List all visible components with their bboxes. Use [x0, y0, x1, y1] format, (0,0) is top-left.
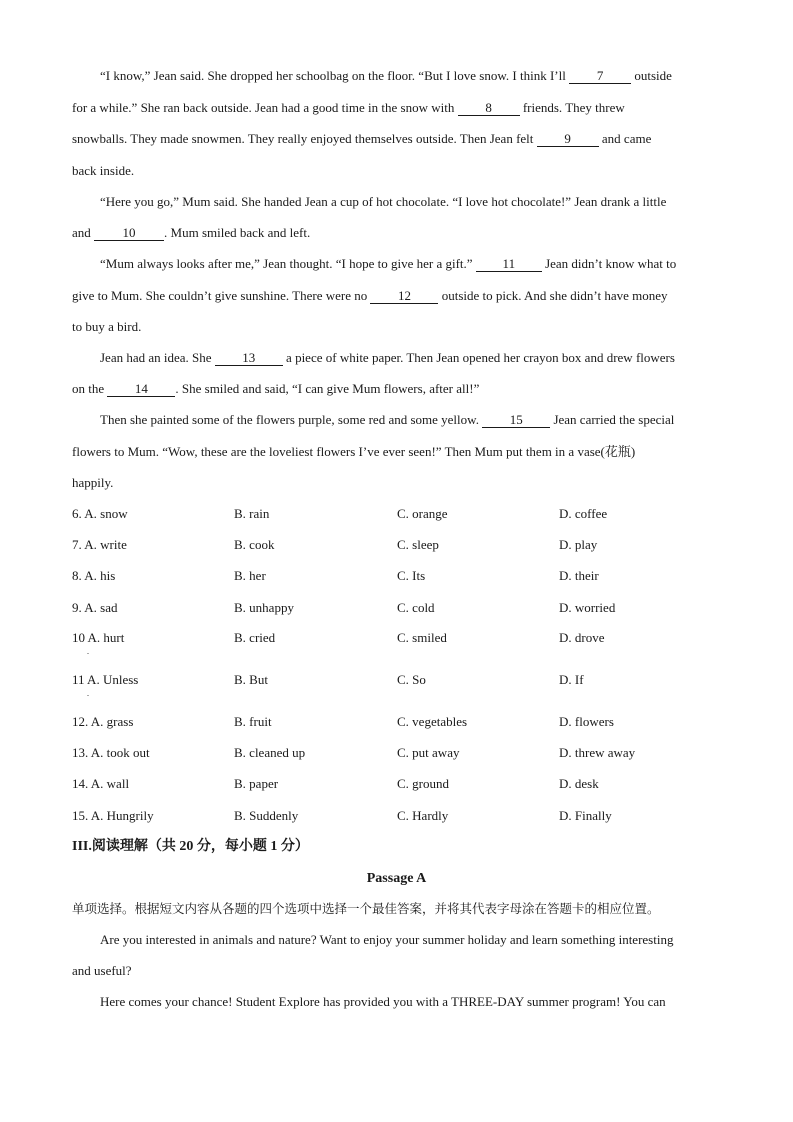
option-c: C. smiled: [397, 630, 447, 645]
paragraph-5-line-1: [100, 412, 674, 428]
paragraph-3-line-1: [100, 256, 676, 272]
section-heading: III.阅读理解（共 20 分，每小题 1 分）: [72, 839, 309, 854]
option-d: D. threw away: [559, 745, 636, 760]
text: and: [72, 225, 91, 240]
option-b: B. cook: [234, 537, 275, 552]
dot-mark: .: [87, 647, 89, 656]
instruction-text: 单项选择。根据短文内容从各题的四个选项中选择一个最佳答案，并将其代表字母涂在答题卡的相应位置。: [72, 901, 660, 916]
passage-a-line-3: Here comes your chance! Student Explore has provided you with a THREE-DAY summer program! You can: [100, 994, 666, 1009]
blank-14: 14: [107, 382, 175, 397]
paragraph-4-line-1: [100, 350, 675, 366]
text: snowballs. They made snowmen. They really enjoyed themselves outside. Then Jean felt: [72, 131, 534, 146]
blank-12: 12: [370, 289, 438, 304]
paragraph-5-line-2: flowers to Mum. “Wow, these are the loveliest flowers I’ve ever seen!” Then Mum put them in a vase(花瓶): [72, 444, 636, 459]
option-d: D. desk: [559, 776, 599, 791]
option-c: C. Hardly: [397, 808, 449, 823]
option-d: D. Finally: [559, 808, 612, 823]
option-a: 13. A. took out: [72, 745, 150, 760]
option-a: 6. A. snow: [72, 506, 128, 521]
option-b: B. Suddenly: [234, 808, 299, 823]
option-c: C. cold: [397, 600, 435, 615]
text: Jean didn’t know what to: [545, 256, 677, 271]
paragraph-1-line-2: [72, 100, 625, 116]
text: Jean had an idea. She: [100, 350, 212, 365]
option-d: D. play: [559, 537, 598, 552]
text: outside: [634, 68, 672, 83]
option-a: 9. A. sad: [72, 600, 118, 615]
option-b: B. unhappy: [234, 600, 294, 615]
option-d: D. their: [559, 568, 599, 583]
blank-13: 13: [215, 351, 283, 366]
paragraph-4-line-2: [72, 381, 479, 397]
text: Then she painted some of the flowers purple, some red and some yellow.: [100, 412, 479, 427]
text: . She smiled and said, “I can give Mum flowers, after all!”: [175, 381, 480, 396]
text: and came: [601, 131, 652, 146]
blank-8: 8: [458, 101, 520, 116]
option-a: 11 A. Unless: [72, 672, 139, 687]
option-c: C. put away: [397, 745, 460, 760]
option-c: C. sleep: [397, 537, 439, 552]
paragraph-1-line-1: [100, 68, 672, 84]
option-c: C. So: [397, 672, 426, 687]
text: a piece of white paper. Then Jean opened her crayon box and drew flowers: [286, 350, 675, 365]
option-a: 15. A. Hungrily: [72, 808, 154, 823]
text: “Mum always looks after me,” Jean thought. “I hope to give her a gift.”: [100, 256, 473, 271]
paragraph-5-line-3: happily.: [72, 475, 114, 490]
text: outside to pick. And she didn’t have money: [441, 288, 668, 303]
option-c: C. Its: [397, 568, 426, 583]
option-a: 8. A. his: [72, 568, 116, 583]
option-b: B. paper: [234, 776, 279, 791]
option-d: D. coffee: [559, 506, 608, 521]
text: on the: [72, 381, 105, 396]
option-a: 7. A. write: [72, 537, 127, 552]
option-a: 14. A. wall: [72, 776, 130, 791]
option-c: C. orange: [397, 506, 448, 521]
blank-11: 11: [476, 257, 542, 272]
paragraph-3-line-2: [72, 288, 668, 304]
option-c: C. vegetables: [397, 714, 468, 729]
option-d: D. drove: [559, 630, 605, 645]
blank-15: 15: [482, 413, 550, 428]
option-b: B. rain: [234, 506, 270, 521]
paragraph-1-line-4: back inside.: [72, 163, 135, 178]
paragraph-1-line-3: [72, 131, 651, 147]
passage-title: Passage A: [366, 871, 427, 886]
option-a: 10 A. hurt: [72, 630, 125, 645]
option-b: B. her: [234, 568, 266, 583]
paragraph-2-line-2: [72, 225, 310, 241]
blank-7: 7: [569, 69, 631, 84]
paragraph-2-line-1: “Here you go,” Mum said. She handed Jean a cup of hot chocolate. “I love hot chocolate!” Jean drank a little: [100, 194, 667, 209]
blank-9: 9: [537, 132, 599, 147]
option-c: C. ground: [397, 776, 449, 791]
text: . Mum smiled back and left.: [164, 225, 311, 240]
text: for a while.” She ran back outside. Jean had a good time in the snow with: [72, 100, 455, 115]
option-a: 12. A. grass: [72, 714, 134, 729]
dot-mark: .: [87, 689, 89, 698]
text: give to Mum. She couldn’t give sunshine. There were no: [72, 288, 368, 303]
option-b: B. fruit: [234, 714, 272, 729]
option-b: B. cried: [234, 630, 276, 645]
text: Jean carried the special: [553, 412, 675, 427]
option-d: D. worried: [559, 600, 616, 615]
paragraph-3-line-3: to buy a bird.: [72, 319, 142, 334]
option-b: B. But: [234, 672, 268, 687]
option-d: D. flowers: [559, 714, 614, 729]
blank-10: 10: [94, 226, 164, 241]
option-b: B. cleaned up: [234, 745, 306, 760]
passage-a-line-2: and useful?: [72, 963, 132, 978]
passage-a-line-1: Are you interested in animals and nature? Want to enjoy your summer holiday and learn something interesting: [100, 932, 674, 947]
option-d: D. If: [559, 672, 584, 687]
text: “I know,” Jean said. She dropped her schoolbag on the floor. “But I love snow. I think I’ll: [100, 68, 566, 83]
text: friends. They threw: [522, 100, 625, 115]
